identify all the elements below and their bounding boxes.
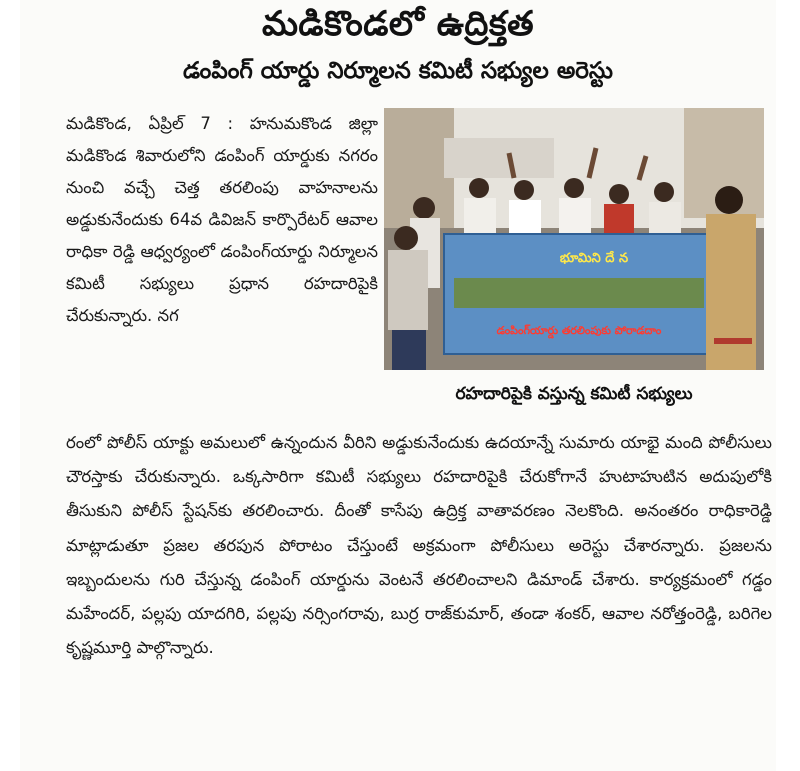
article-body-top — [66, 108, 378, 332]
article-body-bottom — [66, 426, 772, 665]
photo-caption: రహదారిపైకి వస్తున్న కమిటీ సభ్యులు — [455, 384, 693, 404]
news-clipping — [20, 0, 776, 771]
body-paragraph-top: మడికొండ, ఏప్రిల్ 7 : హనుమకొండ జిల్లా మడికొండ శివారులోని డంపింగ్ యార్డుకు నగరం నుంచి వచ్చే చెత్త తరలింపు వాహనాలను అడ్డుకునేందుకు 64వ డివిజన్ కార్పొరేటర్ ఆవాల రాధికా రెడ్డి ఆధ్వర్యంలో డంపింగ్‌యార్డు నిర్మూలన కమిటీ సభ్యులు ప్రధాన రహదారిపైకి చేరుకున్నారు. నగ — [66, 114, 378, 325]
protest-photo-illustration — [384, 108, 764, 370]
protest-banner — [444, 234, 714, 354]
news-photo — [384, 108, 764, 370]
photo-building-center — [444, 138, 554, 178]
subheadline: డంపింగ్ యార్డు నిర్మూలన కమిటీ సభ్యుల అరెస్టు — [183, 58, 613, 84]
banner-text-line1: భూమిని దే న — [559, 251, 629, 266]
headline: మడికొండలో ఉద్రిక్తత — [261, 4, 535, 44]
banner-text-line2: డంపింగ్‌యార్డు తరలింపుకు పోరాడదాం — [496, 324, 662, 337]
body-paragraph-bottom: రంలో పోలీస్ యాక్టు అమలులో ఉన్నందున వీరిని అడ్డుకునేందుకు ఉదయాన్నే సుమారు యాభై మంది పోలీసులు చౌరస్తాకు చేరుకున్నారు. ఒక్కసారిగా కమిటీ సభ్యులు రహదారిపైకి చేరుకోగానే హుటాహుటిన అదుపులోకి తీసుకుని పోలీస్ స్టేషన్‌కు తరలించారు. దీంతో కాసేపు ఉద్రిక్త వాతావరణం నెలకొంది. అనంతరం రాధికారెడ్డి మాట్లాడుతూ ప్రజల తరపున పోరాటం చేస్తుంటే అక్రమంగా పోలీసులు అరెస్టు చేశారన్నారు. ప్రజలను ఇబ్బందులను గురి చేస్తున్న డంపింగ్ యార్డును వెంటనే తరలించాలని డిమాండ్ చేశారు. కార్యక్రమంలో గడ్డం మహేందర్, పల్లపు యాదగిరి, పల్లపు నర్సింగరావు, బుర్ర రాజ్‌కుమార్, తండా శంకర్, ఆవాల నరోత్తంరెడ్డి, బరిగెల కృష్ణమూర్తి పాల్గొన్నారు. — [66, 433, 772, 658]
